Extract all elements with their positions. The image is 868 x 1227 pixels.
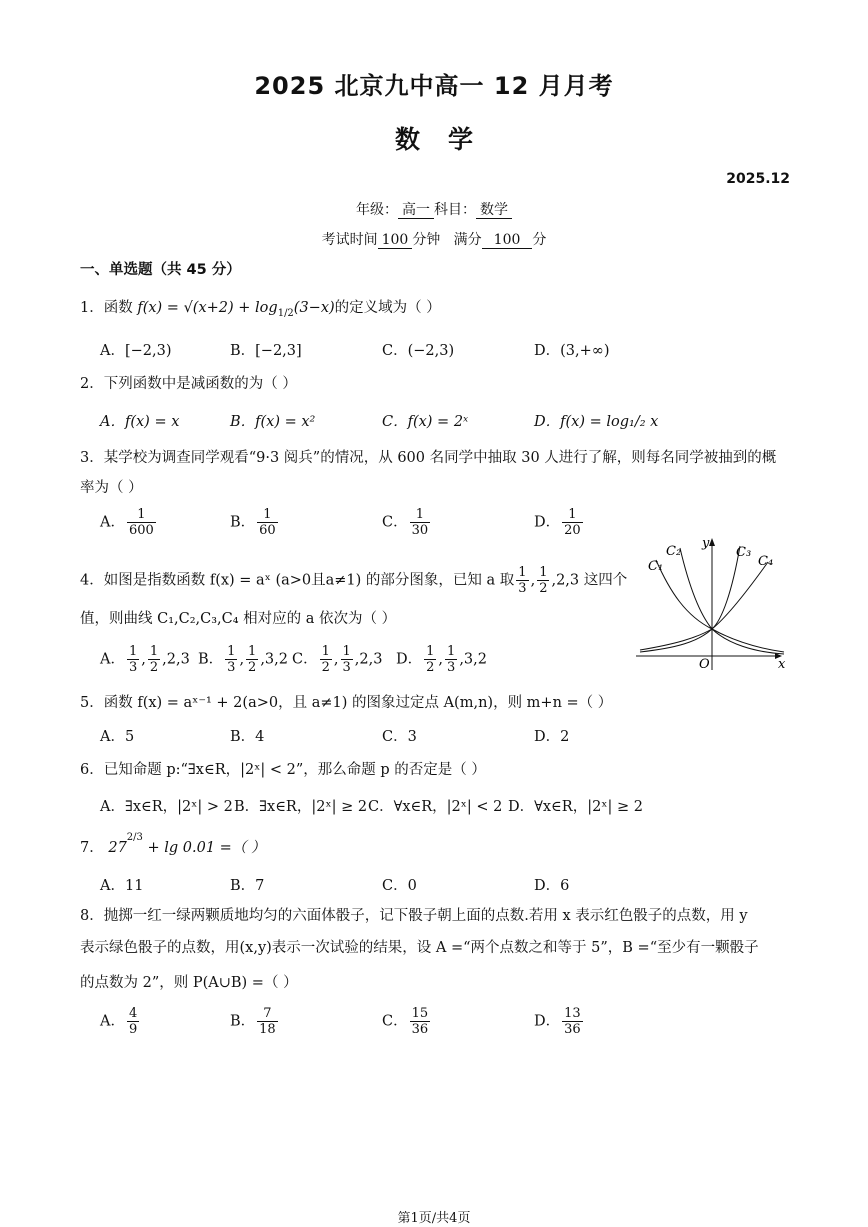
q2-option-a[interactable]: A．f(x) = x [100, 414, 180, 430]
q7-option-a[interactable]: A．11 [100, 878, 144, 894]
question-5: 5．函数 f(x) = aˣ⁻¹ + 2(a>0，且 a≠1) 的图象过定点 A(m,n)，则 m+n =（ ） [80, 695, 613, 711]
q3-option-d[interactable] [534, 507, 585, 538]
q3-option-c-num: 1 [410, 507, 431, 523]
q5-option-c[interactable]: C．3 [382, 729, 417, 745]
q8-option-c-label: C． [382, 1013, 408, 1030]
q8-option-b[interactable] [230, 1006, 280, 1037]
time-unit: 分钟 [412, 232, 441, 248]
q1-log-base: 1/2 [277, 307, 294, 319]
q4-option-c-d1: 2 [321, 660, 330, 675]
q6-option-b[interactable]: B．∃x∈R，|2ˣ| ≥ 2 [234, 799, 368, 815]
q4-option-b-rest: ,3,2 [260, 651, 288, 668]
q7-option-d[interactable]: D．6 [534, 878, 570, 894]
q4-option-c-n2: 1 [342, 644, 351, 659]
q4-option-d-rest: ,3,2 [459, 651, 487, 668]
grade-value: 高一 [398, 202, 434, 219]
q4-option-b-n1: 1 [227, 644, 236, 659]
q2-option-b[interactable]: B．f(x) = x² [230, 414, 316, 430]
q3-option-b[interactable] [230, 507, 280, 538]
q4-option-d-n2: 1 [447, 644, 456, 659]
q1-prefix: 函数 [103, 300, 133, 316]
section-title: 一、单选题（共 45 分） [80, 262, 241, 278]
exam-date: 2025.12 [726, 171, 790, 187]
q8-option-a[interactable] [100, 1006, 141, 1037]
q4-line1-a: 4．如图是指数函数 f(x) = aˣ (a>0且a≠1) 的部分图象，已知 a 取 [80, 572, 515, 589]
q8-option-c[interactable] [382, 1006, 432, 1037]
q3-option-d-den: 20 [564, 523, 581, 538]
q7-tail: + lg 0.01 =（ ） [147, 840, 266, 856]
q8-option-a-label: A． [100, 1013, 125, 1030]
q1-tail: 的定义域为（ ） [334, 300, 441, 316]
q1-formula-tail: (3−x) [293, 300, 335, 316]
q4-option-a-d2: 2 [149, 660, 159, 675]
q4-option-c-rest: ,2,3 [354, 651, 383, 668]
q7-number: 7． [80, 840, 104, 856]
q8-option-a-den: 9 [128, 1022, 138, 1037]
q8-option-c-num: 15 [411, 1006, 429, 1021]
q5-option-b[interactable]: B．4 [230, 729, 265, 745]
c3-label: C₃ [736, 545, 752, 560]
q8-option-d-num: 13 [564, 1006, 581, 1021]
q3-option-b-den: 60 [259, 523, 276, 538]
exponential-curves-graph [636, 532, 796, 672]
question-8-line-1: 8．抛掷一红一绿两颗质地均匀的六面体骰子，记下骰子朝上面的点数.若用 x 表示红色骰子的点数，用 y [80, 908, 748, 924]
q4-frac1-num: 1 [518, 565, 527, 580]
y-axis-arrow [709, 538, 715, 546]
q2-option-d[interactable]: D．f(x) = log₁/₂ x [534, 414, 659, 430]
c4-label: C₄ [758, 554, 774, 569]
q4-option-b-label: B． [198, 651, 224, 668]
q3-option-a[interactable] [100, 507, 158, 538]
q3-option-a-den: 600 [128, 523, 154, 538]
question-6: 6．已知命题 p:“∃x∈R，|2ˣ| < 2”，那么命题 p 的否定是（ ） [80, 762, 486, 778]
q3-option-a-num: 1 [127, 507, 156, 523]
subject-label: 科目： [434, 202, 476, 218]
q4-frac2-den: 2 [539, 581, 548, 596]
q5-option-a[interactable]: A．5 [100, 729, 135, 745]
exam-subject: 数学 [394, 125, 501, 154]
score-label: 满分 [453, 232, 482, 248]
q2-option-c[interactable]: C．f(x) = 2ˣ [382, 414, 469, 430]
q7-base: 27 [108, 840, 127, 856]
q6-option-d[interactable]: D．∀x∈R，|2ˣ| ≥ 2 [508, 799, 643, 815]
q4-option-a[interactable]: A． $\frac{1}{3}$ , $\frac{1}{2}$ ,2,3 [100, 644, 190, 675]
q4-option-b-d2: 2 [248, 660, 257, 675]
q4-line1-b: ,2,3 这四个 [551, 572, 628, 589]
q4-option-c[interactable]: C． $\frac{1}{2}$ , $\frac{1}{3}$ ,2,3 [292, 644, 383, 675]
q2-number: 2． [80, 376, 104, 392]
q4-option-d-d1: 2 [426, 660, 435, 675]
score-unit: 分 [532, 232, 547, 248]
q3-option-c[interactable] [382, 507, 432, 538]
q4-option-a-n2: 1 [149, 644, 159, 659]
y-axis-label: y [702, 536, 710, 551]
q1-formula: f(x) = √(x+2) + log [137, 300, 278, 316]
q4-option-c-d2: 3 [342, 660, 351, 675]
q3-option-c-den: 30 [411, 523, 429, 538]
q4-option-d-n1: 1 [426, 644, 435, 659]
q1-option-c[interactable]: C．(−2,3) [382, 343, 455, 359]
q7-option-b[interactable]: B．7 [230, 878, 265, 894]
origin-label: O [699, 657, 710, 672]
q4-option-b[interactable]: B． $\frac{1}{3}$ , $\frac{1}{2}$ ,3,2 [198, 644, 288, 675]
q4-option-b-d1: 3 [227, 660, 236, 675]
question-4-line-1: 4．如图是指数函数 f(x) = aˣ (a>0且a≠1) 的部分图象，已知 a 取 $\frac{1}{3}$ , $\frac{1}{2}$ ,2,3 这四个 [80, 565, 628, 596]
time-label: 考试时间 [321, 232, 378, 248]
q1-number: 1． [80, 300, 104, 316]
q1-option-b[interactable]: B．[−2,3] [230, 343, 302, 359]
q3-option-b-num: 1 [257, 507, 278, 523]
q2-text: 下列函数中是减函数的为（ ） [103, 376, 297, 392]
time-score-line [0, 229, 868, 249]
q3-option-a-label: A． [100, 514, 125, 531]
curve-c4 [640, 562, 768, 652]
q4-option-c-n1: 1 [321, 644, 330, 659]
grade-subject-line [0, 199, 868, 219]
question-7 [80, 832, 266, 857]
q8-option-d-den: 36 [564, 1022, 581, 1037]
question-4-line-2: 值，则曲线 C₁,C₂,C₃,C₄ 相对应的 a 依次为（ ） [80, 611, 397, 627]
question-3-line-2: 率为（ ） [80, 480, 143, 496]
c2-label: C₂ [666, 544, 682, 559]
page-footer: 第1页/共4页 [397, 1211, 471, 1226]
q3-option-d-num: 1 [562, 507, 583, 523]
q8-option-d-label: D． [534, 1013, 561, 1030]
q6-option-a[interactable]: A．∃x∈R，|2ˣ| > 2 [100, 799, 233, 815]
q8-option-b-den: 18 [259, 1022, 276, 1037]
q4-option-d-label: D． [396, 651, 423, 668]
q8-option-d[interactable] [534, 1006, 585, 1037]
q4-frac1-den: 3 [518, 581, 527, 596]
exam-title: 2025 北京九中高一 12 月月考 [254, 72, 614, 100]
score-value: 100 [482, 232, 533, 249]
question-2 [80, 372, 297, 393]
q5-option-d[interactable]: D．2 [534, 729, 570, 745]
q4-option-b-n2: 1 [248, 644, 257, 659]
q1-option-a[interactable]: A．[−2,3) [100, 343, 172, 359]
question-1 [80, 296, 441, 319]
q8-option-c-den: 36 [411, 1022, 429, 1037]
q3-option-d-label: D． [534, 514, 561, 531]
c1-label: C₁ [648, 559, 664, 574]
q7-option-c[interactable]: C．0 [382, 878, 417, 894]
q1-option-d[interactable]: D．(3,+∞) [534, 343, 610, 359]
q4-option-a-label: A． [100, 651, 125, 668]
question-8-line-3: 的点数为 2”，则 P(A∪B) =（ ） [80, 975, 298, 991]
q7-exponent: 2/3 [126, 832, 143, 844]
question-8-line-2: 表示绿色骰子的点数，用(x,y)表示一次试验的结果，设 A =“两个点数之和等于 5”，B =“至少有一颗骰子 [80, 940, 759, 956]
curve-c1 [656, 560, 784, 652]
q4-frac2-num: 1 [539, 565, 548, 580]
grade-label: 年级： [356, 202, 398, 218]
subject-value: 数学 [476, 202, 512, 219]
q6-option-c[interactable]: C．∀x∈R，|2ˣ| < 2 [368, 799, 503, 815]
q3-option-b-label: B． [230, 514, 256, 531]
q4-option-a-d1: 3 [128, 660, 138, 675]
q4-option-a-n1: 1 [128, 644, 138, 659]
x-axis-label: x [778, 657, 786, 672]
question-3-line-1: 3．某学校为调查同学观看“9·3 阅兵”的情况，从 600 名同学中抽取 30 人进行了解，则每名同学被抽到的概 [80, 450, 777, 466]
q4-option-a-rest: ,2,3 [162, 651, 190, 668]
q4-option-d[interactable]: D． $\frac{1}{2}$ , $\frac{1}{3}$ ,3,2 [396, 644, 487, 675]
q8-option-a-num: 4 [128, 1006, 138, 1021]
q3-option-c-label: C． [382, 514, 408, 531]
q4-option-c-label: C． [292, 651, 318, 668]
q4-option-d-d2: 3 [447, 660, 456, 675]
q8-option-b-num: 7 [257, 1006, 278, 1022]
q8-option-b-label: B． [230, 1013, 256, 1030]
time-value: 100 [378, 232, 413, 249]
